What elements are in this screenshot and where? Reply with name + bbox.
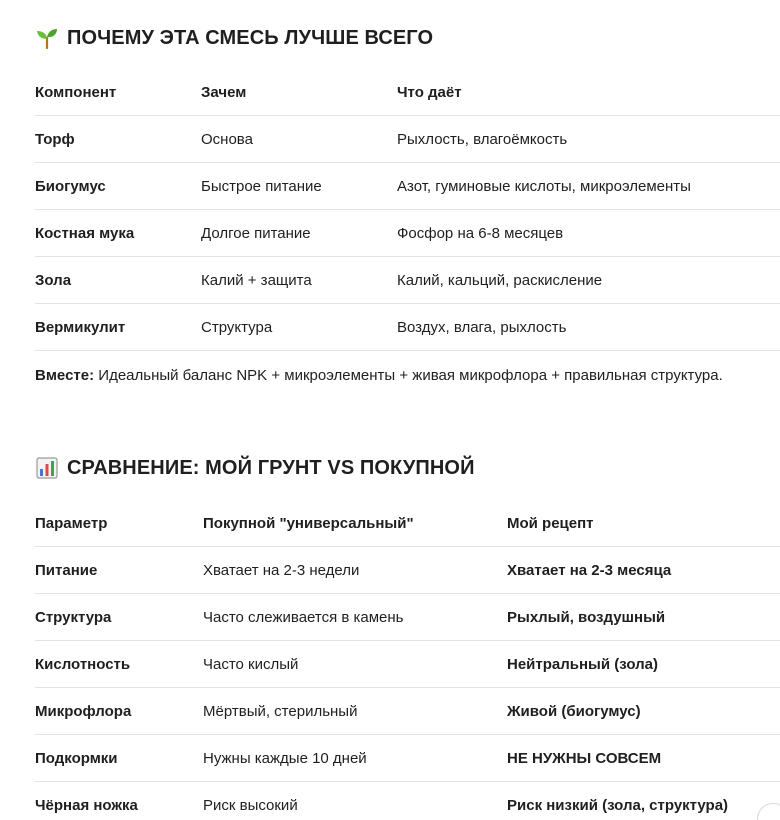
components-table — [35, 69, 780, 351]
table-cell: НЕ НУЖНЫ СОВСЕМ — [507, 735, 780, 782]
column-header: Мой рецепт — [507, 500, 780, 547]
table-cell: Часто слеживается в камень — [203, 594, 507, 641]
table-cell: Костная мука — [35, 210, 201, 257]
table-cell: Живой (биогумус) — [507, 688, 780, 735]
table-row — [35, 735, 780, 782]
table-row — [35, 304, 780, 351]
table-cell: Кислотность — [35, 641, 203, 688]
table-cell: Структура — [201, 304, 397, 351]
table-cell: Калий + защита — [201, 257, 397, 304]
table-row — [35, 641, 780, 688]
section-title: СРАВНЕНИЕ: МОЙ ГРУНТ VS ПОКУПНОЙ — [67, 456, 475, 479]
table-row — [35, 163, 780, 210]
column-header: Компонент — [35, 69, 201, 116]
table-cell: Риск высокий — [203, 796, 298, 814]
section-heading-why — [35, 26, 433, 50]
summary-line — [35, 367, 723, 384]
section-heading-comparison — [35, 456, 475, 480]
summary-label: Вместе: — [35, 367, 95, 384]
table-cell: Биогумус — [35, 163, 201, 210]
table-row — [35, 594, 780, 641]
table-row — [35, 210, 780, 257]
table-cell: Нужны каждые 10 дней — [203, 735, 507, 782]
table-cell: Хватает на 2-3 недели — [203, 547, 507, 594]
table-cell: Часто кислый — [203, 641, 507, 688]
table-header-row — [35, 500, 780, 547]
column-header: Параметр — [35, 500, 203, 547]
table-cell: Зола — [35, 257, 201, 304]
table-cell: Вермикулит — [35, 304, 201, 351]
table-cell: Торф — [35, 116, 201, 163]
table-cell: Чёрная ножка — [35, 796, 138, 814]
table-header-row — [35, 69, 780, 116]
section-title: ПОЧЕМУ ЭТА СМЕСЬ ЛУЧШЕ ВСЕГО — [67, 26, 434, 49]
table-cell: Рыхлость, влагоёмкость — [397, 116, 780, 163]
table-cell: Питание — [35, 547, 203, 594]
table-cell: Азот, гуминовые кислоты, микроэлементы — [397, 163, 780, 210]
table-row — [35, 782, 780, 820]
table-cell: Фосфор на 6-8 месяцев — [397, 210, 780, 257]
table-cell: Подкормки — [35, 735, 203, 782]
bar-chart-icon — [35, 456, 59, 480]
summary-text: Идеальный баланс NPK + микроэлементы + живая микрофлора + правильная структура. — [98, 367, 723, 384]
column-header: Зачем — [201, 69, 397, 116]
table-cell: Воздух, влага, рыхлость — [397, 304, 780, 351]
table-cell: Хватает на 2-3 месяца — [507, 547, 780, 594]
table-cell: Структура — [35, 594, 203, 641]
column-header: Покупной "универсальный" — [203, 500, 507, 547]
table-row — [35, 116, 780, 163]
table-cell: Мёртвый, стерильный — [203, 688, 507, 735]
column-header: Что даёт — [397, 69, 780, 116]
table-cell: Нейтральный (зола) — [507, 641, 780, 688]
table-cell: Быстрое питание — [201, 163, 397, 210]
table-row — [35, 257, 780, 304]
table-cell: Долгое питание — [201, 210, 397, 257]
table-cell: Рыхлый, воздушный — [507, 594, 780, 641]
comparison-table — [35, 500, 780, 820]
table-row — [35, 547, 780, 594]
table-cell: Микрофлора — [35, 688, 203, 735]
table-cell: Риск низкий (зола, структура) — [507, 796, 729, 814]
table-cell: Калий, кальций, раскисление — [397, 257, 780, 304]
seedling-icon — [35, 26, 59, 50]
table-cell: Основа — [201, 116, 397, 163]
table-row — [35, 688, 780, 735]
